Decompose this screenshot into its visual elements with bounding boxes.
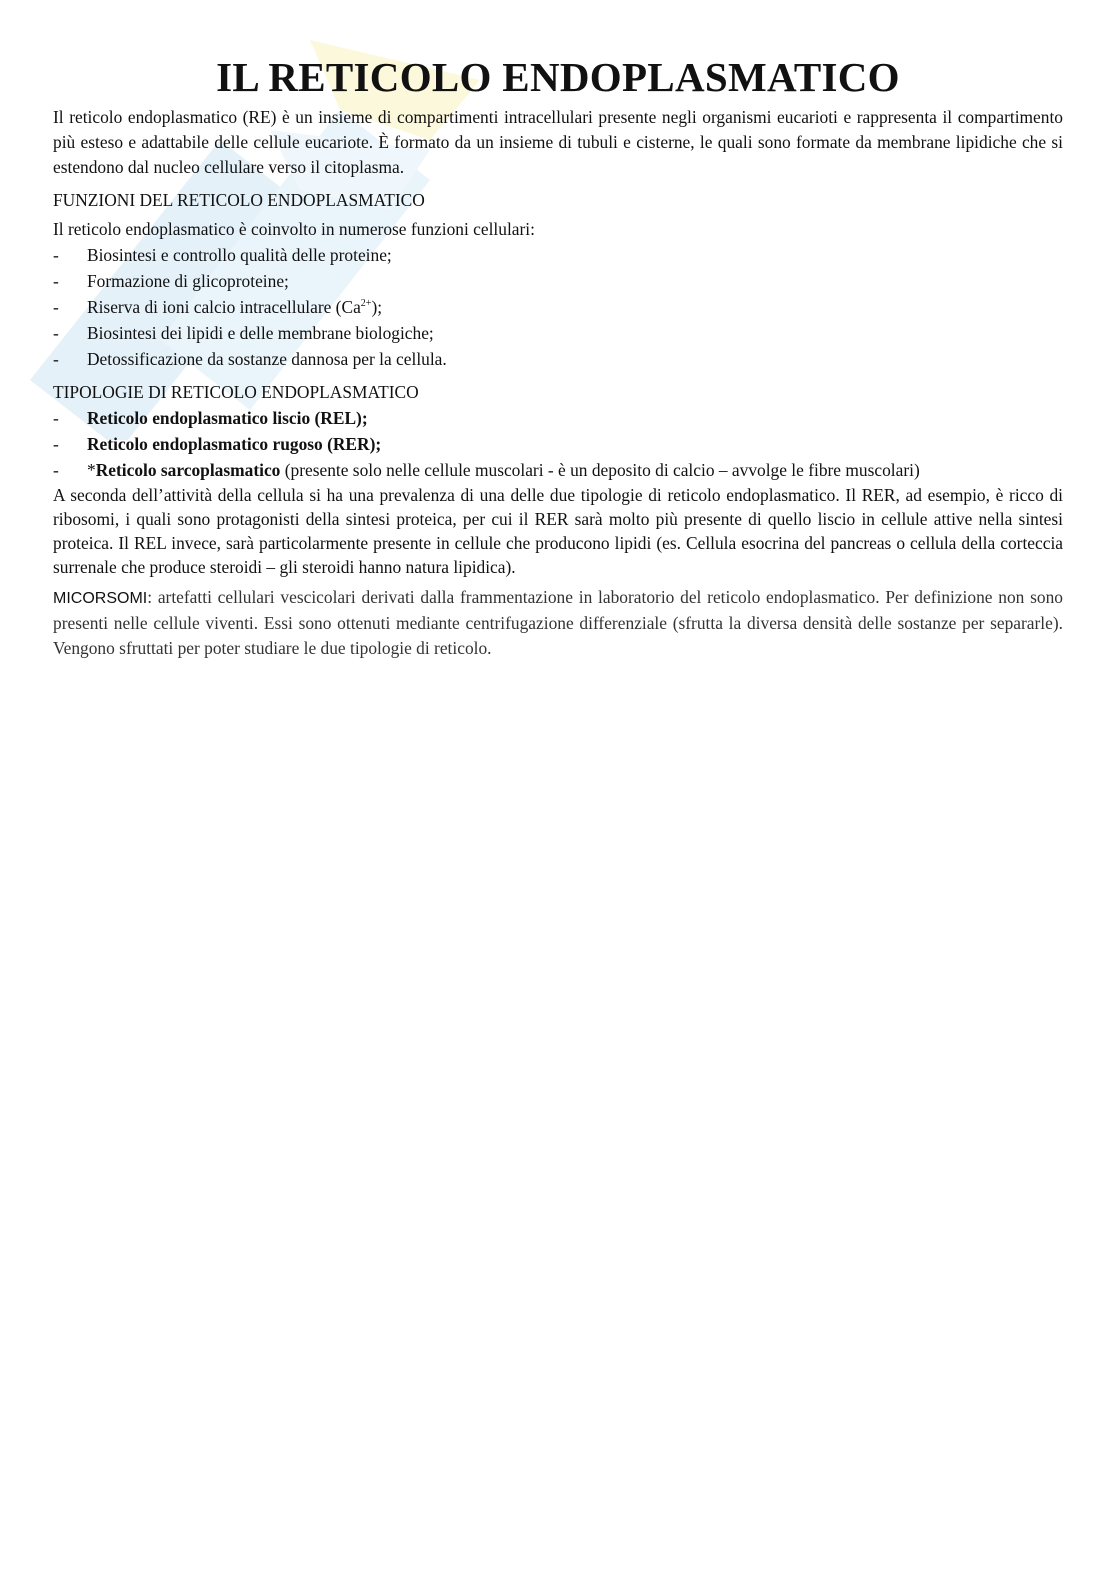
list-item	[53, 242, 1063, 268]
list-item-prefix: *	[87, 460, 96, 480]
list-dash: -	[53, 245, 59, 265]
list-item-rest: (presente solo nelle cellule muscolari - è un deposito di calcio – avvolge le fibre muscolari)	[280, 460, 920, 480]
functions-heading: FUNZIONI DEL RETICOLO ENDOPLASMATICO	[53, 190, 425, 210]
list-dash: -	[53, 408, 59, 428]
list-item	[53, 457, 1063, 483]
list-item-text: Detossificazione da sostanze dannosa per la cellula.	[87, 349, 447, 369]
list-item-text: Riserva di ioni calcio intracellulare (Ca	[87, 297, 361, 317]
list-dash: -	[53, 297, 59, 317]
list-item	[53, 320, 1063, 346]
list-item	[53, 294, 1063, 320]
types-paragraph: A seconda dell’attività della cellula si ha una prevalenza di una delle due tipologie di reticolo endoplasmatico. Il RER, ad esempio, è ricco di ribosomi, i quali sono protagonisti della sintesi proteica, per cui il RER sarà molto più presente di quello liscio in cellule attive nella sintesi proteica. Il REL invece, sarà particolarmente presente in cellule che producono lipidi (es. Cellula esocrina del pancreas o cellula della corteccia surrenale che produce steroidi – gli steroidi hanno natura lipidica).	[53, 485, 1063, 577]
functions-list	[53, 242, 1063, 372]
list-dash: -	[53, 349, 59, 369]
list-dash: -	[53, 434, 59, 454]
types-list	[53, 405, 1063, 483]
list-item	[53, 346, 1063, 372]
list-dash: -	[53, 323, 59, 343]
list-item	[53, 405, 1063, 431]
list-dash: -	[53, 271, 59, 291]
microsomes-paragraph	[53, 585, 1063, 661]
document-page	[0, 0, 1116, 661]
list-item-bold: Reticolo sarcoplasmatico	[95, 460, 281, 480]
functions-lead: Il reticolo endoplasmatico è coinvolto in numerose funzioni cellulari:	[53, 219, 535, 239]
list-dash: -	[53, 460, 59, 480]
list-item	[53, 431, 1063, 457]
page-title: IL RETICOLO ENDOPLASMATICO	[216, 54, 900, 100]
intro-paragraph: Il reticolo endoplasmatico (RE) è un insieme di compartimenti intracellulari presente negli organismi eucarioti e rappresenta il compartimento più esteso e adattabile delle cellule eucariote. È formato da un insieme di tubuli e cisterne, le quali sono formate da membrane lipidiche che si estendono dal nucleo cellulare verso il citoplasma.	[53, 107, 1063, 177]
list-item-text: Biosintesi dei lipidi e delle membrane biologiche;	[87, 323, 434, 343]
list-item	[53, 268, 1063, 294]
list-item-bold: Reticolo endoplasmatico liscio (REL);	[87, 408, 368, 428]
list-item-text: Biosintesi e controllo qualità delle proteine;	[87, 245, 392, 265]
list-item-text: Formazione di glicoproteine;	[87, 271, 289, 291]
calcium-superscript: 2+	[360, 298, 372, 310]
list-item-bold: Reticolo endoplasmatico rugoso (RER);	[87, 434, 382, 454]
microsomes-label: MICORSOMI	[53, 590, 148, 607]
microsomes-text: : artefatti cellulari vescicolari derivati dalla frammentazione in laboratorio del reticolo endoplasmatico. Per definizione non sono presenti nelle cellule viventi. Essi sono ottenuti mediante centrifugazione differenziale (sfrutta la diversa densità delle sostanze per separarle). Vengono sfruttati per poter studiare le due tipologie di reticolo.	[53, 587, 1063, 658]
list-item-suffix: );	[371, 297, 383, 317]
types-heading: TIPOLOGIE DI RETICOLO ENDOPLASMATICO	[53, 382, 419, 402]
